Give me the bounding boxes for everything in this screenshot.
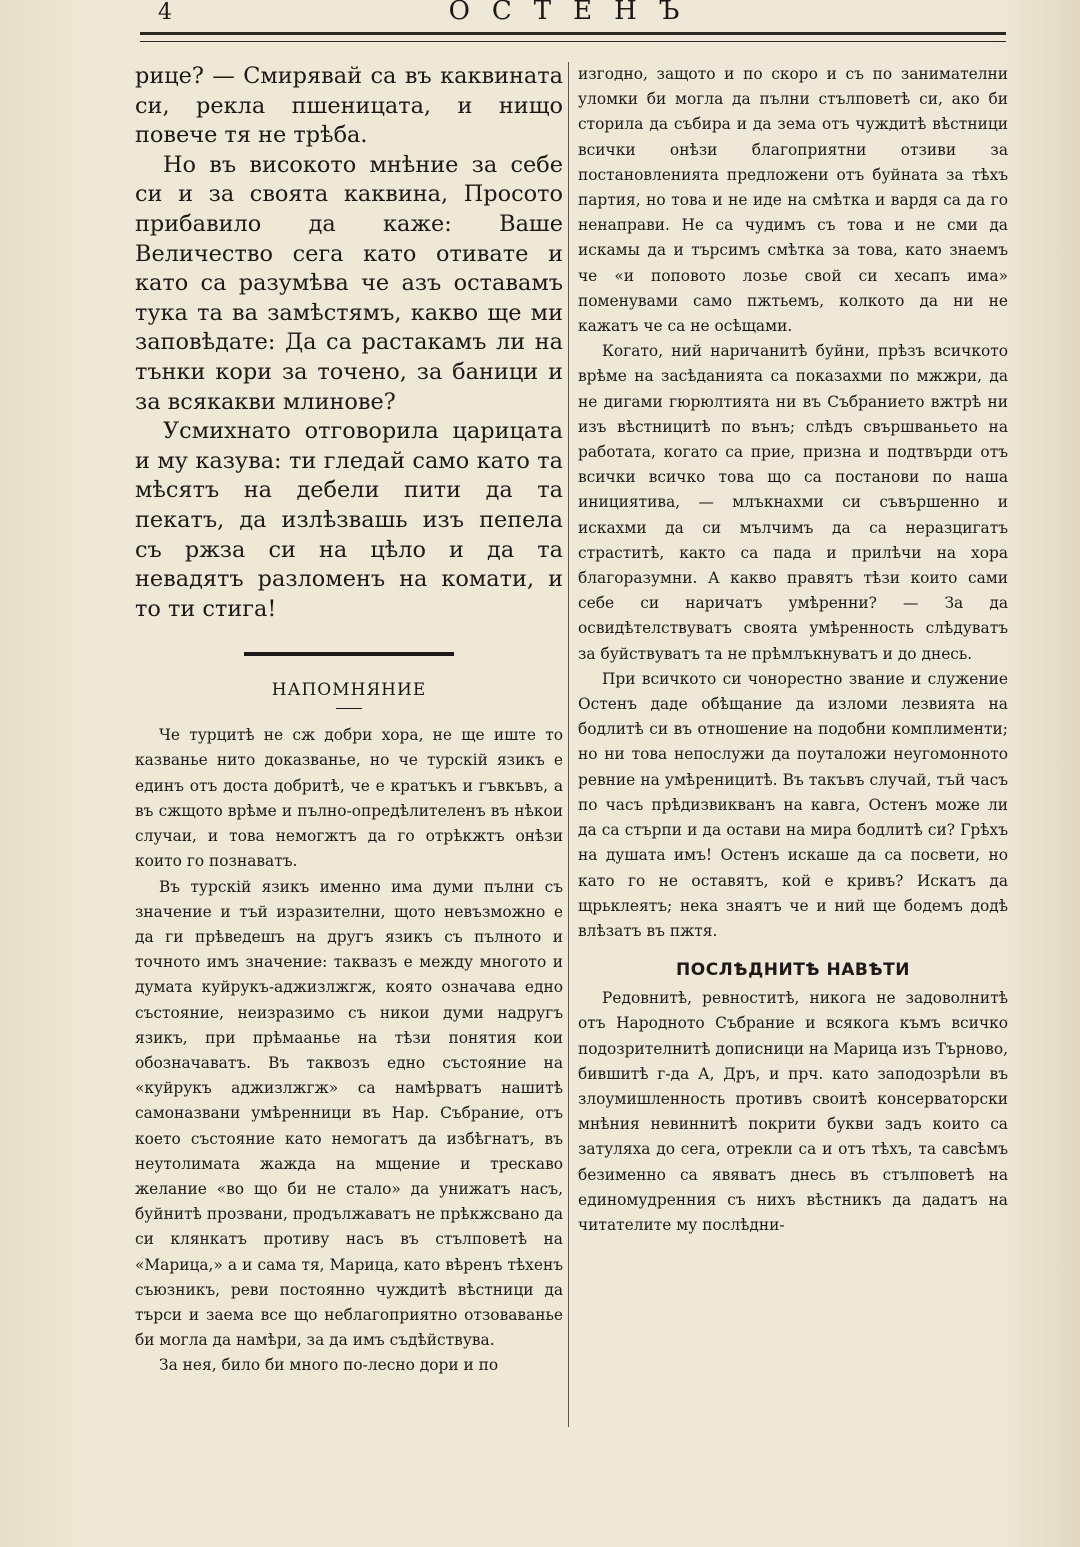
fable-text — [135, 62, 563, 624]
column-divider — [568, 62, 569, 1427]
fable-paragraph-3: Усмихнато отговорила царицата и му казува: ти гледай само като та мѣсятъ на дебели пити да та пекатъ, да излѣзвашь изъ пепела съ ржза си на цѣло и да та невадятъ разломенъ на комати, и то ти стига! — [135, 418, 563, 622]
reminder-paragraph-1: Че турцитѣ не сж добри хора, не ще иште то казванье нито доказванье, но че турскій язикъ е единъ отъ доста добритѣ, че е кратъкъ и гъвкъвъ, а въ сжщото врѣме и пълно-опредѣлителенъ въ нѣкои случаи, и това немогжтъ да го отрѣкжтъ онѣзи които го познаватъ. — [135, 726, 563, 871]
continued-paragraph-2: Когато, ний наричанитѣ буйни, прѣзъ всичкото врѣме на засѣданията са показахми по мжжри, да не дигами гюрюлтията ни въ Събранието вжтрѣ ни изъ вѣстницитѣ по вънъ; слѣдъ свършваньето на работата, когато са прие, призна и подтвърди отъ всички всичко това що са постанови по наша инициятива, — млъкнахми си съвършенно и искахми да си мълчимъ да са неразцигатъ страститѣ, както са пада и прилѣчи на хора благоразумни. А какво правятъ тѣзи които сами себе си наричатъ умѣренни? — За да освидѣтелствуватъ своята умѣренность слѣдуватъ за буйствуватъ та не прѣмлъкнуватъ и до днесь. — [578, 342, 1008, 663]
title-dash — [336, 708, 362, 709]
right-column — [578, 62, 1008, 1432]
section-title-latest-slanders: ПОСЛѢДНИТѢ НАВѢТИ — [676, 960, 910, 981]
reminder-paragraph-3: За нея, било би много по-лесно дори и по — [159, 1356, 499, 1375]
paper-title: ОСТЕНЪ — [448, 0, 702, 26]
masthead — [140, 0, 1010, 30]
section-title-reminder: НАПОМНЯНИЕ — [271, 680, 427, 701]
page-number: 4 — [158, 0, 172, 25]
reminder-paragraph-2: Въ турскій язикъ именно има думи пълни съ значение и тъй изразителни, щото невъзможно е да ги прѣведешъ на другъ язикъ съ пълното и точното имъ значение: таквазъ е между многото и думата куйрукъ-аджизлжгж, която означава едно състояние, неизразимо съ никои думи надругъ язикъ, при прѣмаанье на тѣзи понятия кои обозначаватъ. Въ таквозъ едно състояние на «куйрукъ аджизлжгж» са намѣрватъ нашитѣ самоназвани умѣренници въ Нар. Събрание, отъ което състояние като немогатъ да избѣгнатъ, въ неутолимата жажда на мщение и трескаво желание «во що би не стало» да унижатъ насъ, буйнитѣ прозвани, продължаватъ не прѣкжсвано да си клянкатъ противу насъ въ стълповетѣ на «Марица,» а и сама тя, Марица, като вѣренъ тѣхенъ съюзникъ, реви постоянно чуждитѣ вѣстници да търси и заема все що неблагоприятно отзоваванье би могла да намѣри, за да имъ съдѣйствува. — [135, 877, 563, 1350]
header-rule — [140, 32, 1006, 42]
continued-paragraph-1: изгодно, защото и по скоро и съ по занимателни уломки би могла да пълни стълповетѣ си, ако би сторила да събира и да зема отъ чуждитѣ вѣстници всички онѣзи благоприятни отзиви за постановленията предложени отъ буйната за тѣхъ партия, но това и не иде на смѣтка и вардя са да го ненаправи. Не са чудимъ съ това и не сми да искамы да и търсимъ смѣтка за това, като знаемъ че «и поповото лозье свой си хесапъ има» поменувами само пжтьемъ, колкото да ни не кажатъ че са не осѣщами. — [578, 65, 1008, 336]
slanders-paragraph-1: Редовнитѣ, ревноститѣ, никога не задоволнитѣ отъ Народното Събрание и всякога къмъ всичко подозрителнитѣ дописници на Марица изъ Търново, бившитѣ г-да А, Дръ, и прч. като заподозрѣли въ злоумишленность противъ своитѣ консерваторски мнѣния невиннитѣ покрити букви задъ които са затуляха до сега, отрекли са и отъ тѣхъ, та савсѣмъ безименно са явяватъ днесь въ стълповетѣ на единомудренния съ нихъ вѣстникъ да дадатъ на читателите му послѣдни- — [578, 989, 1008, 1234]
fable-paragraph-2: Но въ високото мнѣние за себе си и за своята каквина, Просото прибавило да каже: Ваше Величество сега като отивате и като са разумѣва че азъ оставамъ тука та ва замѣстямъ, какво ще ми заповѣдате: Да са растакамъ ли на тънки кори за точено, за баници и за всякакви млинове? — [135, 151, 563, 415]
slanders-text — [578, 986, 1008, 1238]
fable-paragraph-1: рице? — Смирявай са въ каквината си, рекла пшеницата, и нищо повече тя не трѣба. — [135, 63, 563, 149]
reminder-text — [135, 723, 563, 1378]
continued-paragraph-3: При всичкото си чонорестно звание и служение Остенъ даде обѣщание да изломи лезвията на бодлитѣ си въ отношение на подобни комплименти; но ни това непослужи да поуталожи неугомонното ревние на умѣреницитѣ. Въ такъвъ случай, тъй часъ по часъ прѣдизвикванъ на кавга, Остенъ може ли да са стърпи и да остави на мира бодлитѣ си? Грѣхъ на душата имъ! Остенъ искаше да са посвети, но като го не оставятъ, кой е кривъ? Искатъ да щрьклеятъ; нека знаятъ че и ний ще бодемъ додѣ влѣзатъ въ пжтя. — [578, 669, 1008, 940]
left-column — [135, 62, 563, 1432]
continued-text — [578, 62, 1008, 944]
section-divider — [244, 652, 454, 656]
